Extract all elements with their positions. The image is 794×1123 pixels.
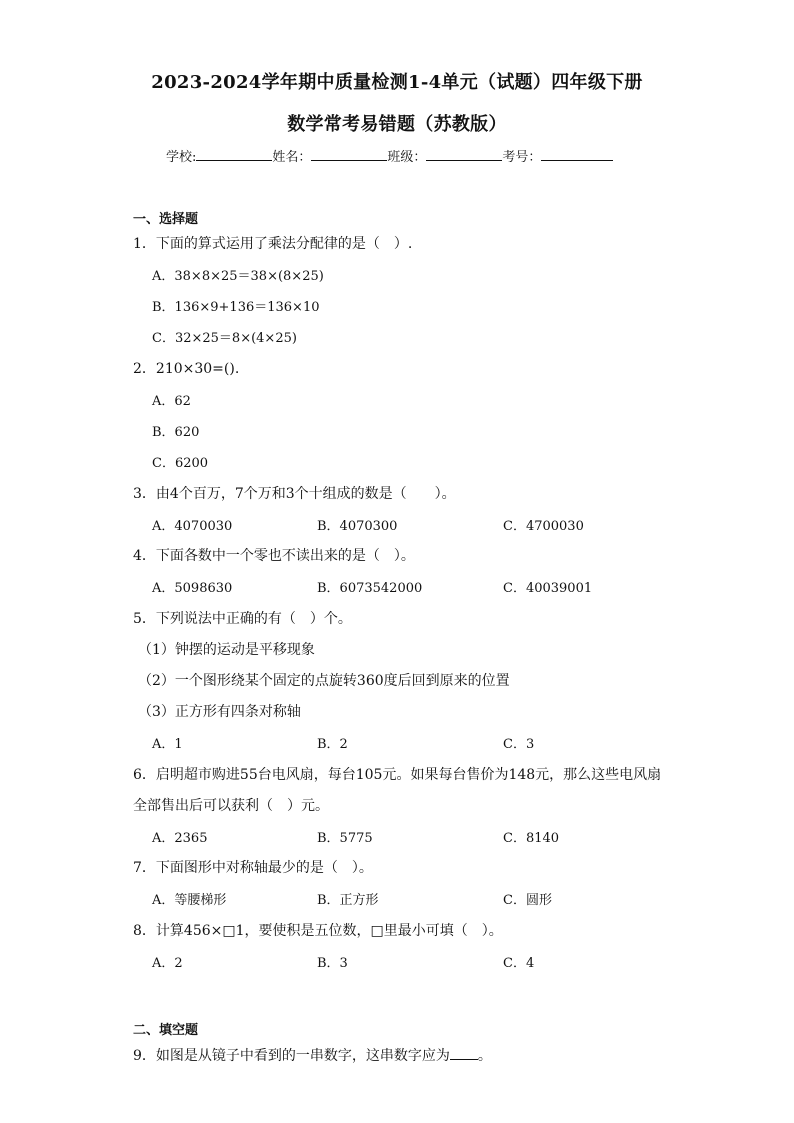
exam-no-blank[interactable] [541,146,613,161]
question-8-option-a[interactable]: A．2 [152,956,183,971]
question-5-stem: 5．下列说法中正确的有（ ）个。 [133,611,352,627]
question-6-option-c[interactable]: C．8140 [503,831,560,846]
question-5-option-b[interactable]: B．2 [317,737,348,752]
question-5-statement-3: （3）正方形有四条对称轴 [138,704,301,720]
question-2-option-b[interactable]: B．620 [152,425,200,440]
question-9-stem-prefix: 9．如图是从镜子中看到的一串数字，这串数字应为 [133,1048,450,1064]
question-4-stem: 4．下面各数中一个零也不读出来的是（ ）。 [133,548,415,564]
question-1-option-a[interactable]: A．38×8×25＝38×(8×25) [152,269,324,284]
question-1-option-c[interactable]: C．32×25＝8×(4×25) [152,331,297,346]
page-title-line2: 数学常考易错题（苏教版） [287,114,507,135]
question-3-option-c[interactable]: C．4700030 [503,519,584,534]
question-5-statement-1: （1）钟摆的运动是平移现象 [138,642,315,658]
section-heading-fill-blank: 二、填空题 [133,1023,199,1038]
name-blank[interactable] [311,146,387,161]
exam-no-label: 考号： [502,150,542,165]
question-6-stem-line1: 6．启明超市购进55台电风扇，每台105元。如果每台售价为148元，那么这些电风扇 [133,767,662,783]
page-title-line1: 2023-2024学年期中质量检测1-4单元（试题）四年级下册 [151,72,643,93]
question-5-statement-2: （2）一个图形绕某个固定的点旋转360度后回到原来的位置 [138,673,510,689]
question-8-option-c[interactable]: C．4 [503,956,535,971]
school-label: 学校: [166,150,197,165]
question-8-option-b[interactable]: B．3 [317,956,348,971]
question-4-option-b[interactable]: B．6073542000 [317,581,423,596]
class-blank[interactable] [426,146,502,161]
question-7-option-c[interactable]: C．圆形 [503,893,552,908]
question-9-answer-blank[interactable] [450,1046,478,1060]
student-info-line [166,146,613,165]
question-3-option-b[interactable]: B．4070300 [317,519,398,534]
question-6-option-a[interactable]: A．2365 [152,831,208,846]
name-label: 姓名： [272,150,312,165]
question-6-stem-line2: 全部售出后可以获利（ ）元。 [133,798,329,814]
question-5-option-c[interactable]: C．3 [503,737,535,752]
question-6-option-b[interactable]: B．5775 [317,831,373,846]
school-blank[interactable] [196,146,272,161]
question-3-option-a[interactable]: A．4070030 [152,519,233,534]
question-7-stem: 7．下面图形中对称轴最少的是（ ）。 [133,860,373,876]
class-label: 班级： [387,150,427,165]
question-1-option-b[interactable]: B．136×9+136＝136×10 [152,300,320,315]
question-1-stem: 1．下面的算式运用了乘法分配律的是（ ）. [133,236,413,252]
question-4-option-a[interactable]: A．5098630 [152,581,233,596]
question-4-option-c[interactable]: C．40039001 [503,581,593,596]
question-8-stem: 8．计算456×□1，要使积是五位数，□里最小可填（ ）。 [133,923,503,939]
question-9-stem [133,1045,492,1065]
question-2-stem: 2．210×30=(). [133,361,240,377]
question-5-option-a[interactable]: A．1 [152,737,183,752]
question-3-stem: 3．由4个百万，7个万和3个十组成的数是（ ）。 [133,486,456,502]
question-7-option-b[interactable]: B．正方形 [317,893,379,908]
question-7-option-a[interactable]: A．等腰梯形 [152,893,227,908]
question-2-option-c[interactable]: C．6200 [152,456,209,471]
question-9-stem-suffix: 。 [477,1048,492,1064]
question-2-option-a[interactable]: A．62 [152,394,191,409]
section-heading-choice: 一、选择题 [133,212,199,227]
